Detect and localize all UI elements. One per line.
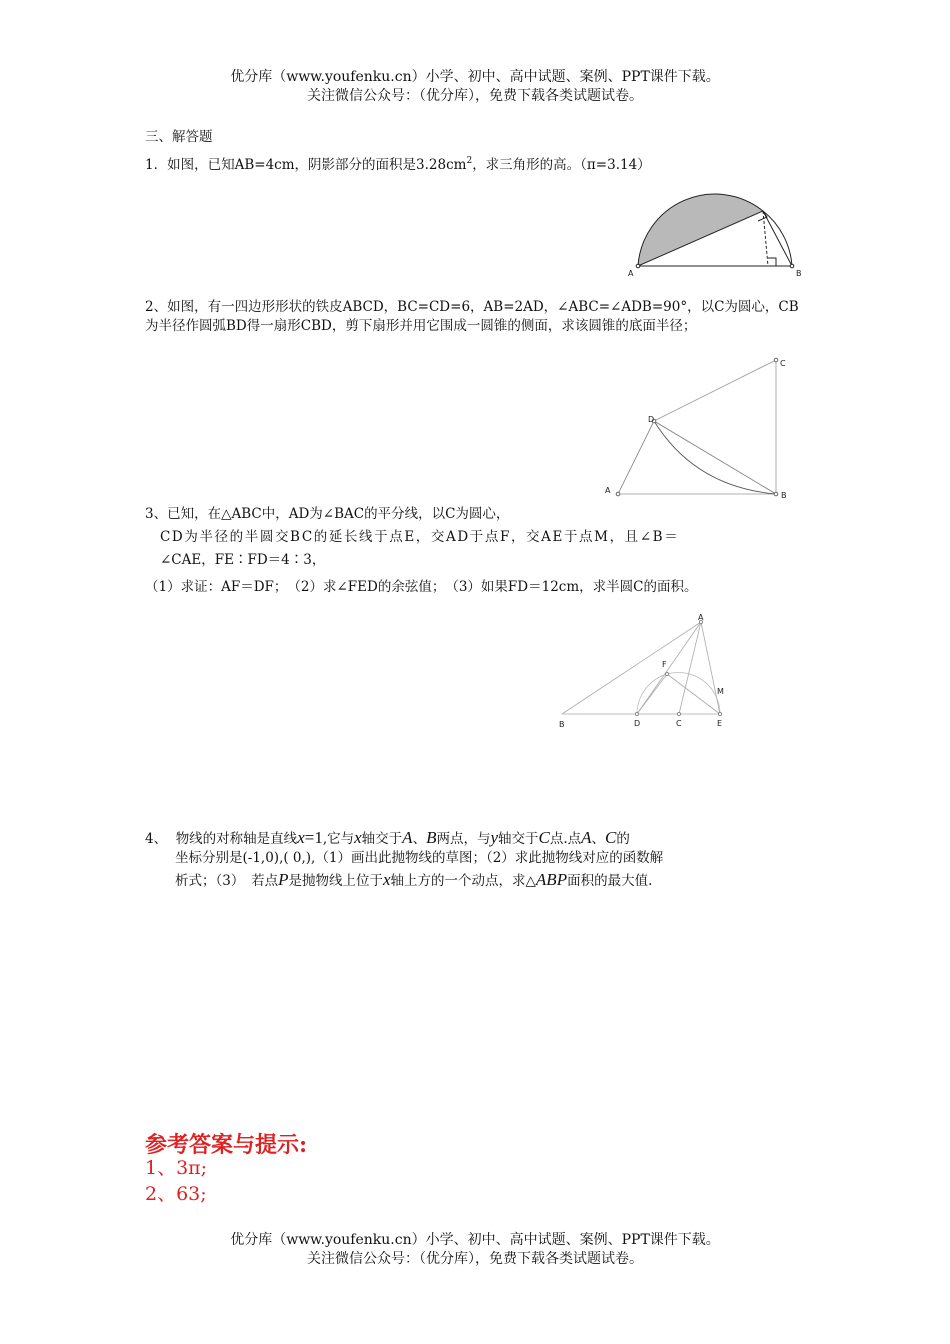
q1-text-b: ，求三角形的高。（π=3.14） xyxy=(472,157,651,173)
q4-text: 轴交于 xyxy=(361,831,403,847)
q3-point-d xyxy=(635,712,638,715)
answers-title: 参考答案与提示: xyxy=(145,1132,308,1158)
q2-side-cd xyxy=(654,360,776,421)
q2-point-c xyxy=(774,358,778,362)
q4-line-2: 坐标分别是(-1,0),( 0,),（1）画出此抛物线的草图；（2）求此抛物线对应的函数解 xyxy=(175,850,664,866)
q2-side-da xyxy=(618,421,654,494)
q1-label-a: A xyxy=(628,269,634,278)
footer-line-1: 优分库（www.youfenku.cn）小学、初中、高中试题、案例、PPT课件下载。 xyxy=(230,1232,720,1248)
q3-semicircle xyxy=(637,673,720,715)
q4-math-a: A xyxy=(581,828,592,847)
q1-superscript: 2 xyxy=(466,156,473,166)
q4-text: 两点，与 xyxy=(436,831,491,847)
q4-math-x: x xyxy=(354,828,362,847)
q3-line-ae xyxy=(701,622,720,714)
q1-shaded-segment xyxy=(638,194,763,266)
footer-line-2: 关注微信公众号：（优分库），免费下载各类试题试卷。 xyxy=(307,1251,643,1267)
q1-label-b: B xyxy=(796,269,802,278)
q4-text: 面积的最大值. xyxy=(567,873,653,889)
q2-label-b: B xyxy=(781,491,787,500)
q4-math-x: x xyxy=(382,870,391,889)
q4-math-x: x xyxy=(297,828,305,847)
q2-label-c: C xyxy=(780,359,786,368)
q3-line-ad xyxy=(637,622,701,714)
q4-math-b: B xyxy=(426,828,437,847)
q3-line-4: （1）求证：AF＝DF； （2）求∠FED的余弦值； （3）如果FD＝12cm，求半圆C的面积。 xyxy=(145,579,698,595)
answer-1: 1、3π; xyxy=(145,1157,208,1179)
q3-side-ac xyxy=(679,622,701,714)
question-2: 2、如图，有一四边形形状的铁皮ABCD，BC=CD=6，AB=2AD，∠ABC=∠ADB=90°，以C为圆心，CB为半径作圆弧BD得一扇形CBD，剪下扇形并用它围成一圆锥的侧面，求该圆锥的底面半径； xyxy=(145,299,799,334)
q3-label-m: M xyxy=(717,687,724,696)
q4-text: 点.点 xyxy=(549,831,582,847)
q4-text: 的 xyxy=(616,831,630,847)
q3-line-2: CD为半径的半圆交BC的延长线于点E，交AD于点F，交AE于点M，且∠B＝ xyxy=(160,529,680,545)
q4-text: 物线的对称轴是直线 xyxy=(175,831,298,847)
q1-point-b xyxy=(790,264,794,268)
q3-line-3: ∠CAE，FE∶FD＝4∶3， xyxy=(160,552,326,568)
section-title: 三、解答题 xyxy=(145,129,213,145)
q4-text: 、 xyxy=(412,831,427,847)
q4-math-abp: ABP xyxy=(535,870,568,889)
q2-label-a: A xyxy=(605,486,611,495)
q3-point-c xyxy=(677,712,680,715)
q3-label-c: C xyxy=(676,719,682,728)
q1-right-angle-foot xyxy=(768,258,776,266)
q2-figure xyxy=(600,355,800,505)
q3-point-f xyxy=(665,672,668,675)
q4-text: 轴上方的一个动点，求△ xyxy=(390,873,536,889)
q3-line-1: 3、已知，在△ABC中，AD为∠BAC的平分线，以C为圆心， xyxy=(145,506,510,522)
q3-label-f: F xyxy=(662,660,667,669)
q3-figure xyxy=(550,612,750,737)
q1-point-a xyxy=(636,264,640,268)
header-line-2: 关注微信公众号：（优分库），免费下载各类试题试卷。 xyxy=(307,88,643,104)
q3-label-a: A xyxy=(698,613,704,622)
q4-text: 析式；（3） 若点 xyxy=(175,873,279,889)
q4-math-eq: =1 xyxy=(304,828,323,847)
q3-point-e xyxy=(718,712,721,715)
q3-line-fd xyxy=(637,674,667,714)
q4-line-1 xyxy=(145,828,630,849)
q4-line-3 xyxy=(175,870,652,891)
q1-text-a: 1．如图，已知AB=4cm，阴影部分的面积是3.28cm xyxy=(145,157,467,173)
q4-math-y: y xyxy=(490,828,498,847)
q4-text: ,它与 xyxy=(322,831,355,847)
q3-label-e: E xyxy=(717,719,723,728)
q2-point-b xyxy=(774,492,778,496)
q4-text: 、 xyxy=(591,831,606,847)
q2-point-a xyxy=(616,492,620,496)
question-1 xyxy=(145,152,651,175)
q2-label-d: D xyxy=(648,415,655,424)
q3-label-d: D xyxy=(634,719,641,728)
q4-math-c: C xyxy=(538,828,550,847)
q2-diagonal-db xyxy=(654,421,776,494)
q3-line-fe xyxy=(667,674,720,714)
q4-text: 是抛物线上位于 xyxy=(288,873,383,889)
q4-math-c: C xyxy=(605,828,617,847)
q4-text: 轴交于 xyxy=(498,831,539,847)
q4-number: 4、 xyxy=(145,831,168,847)
q3-side-ab xyxy=(562,622,701,714)
q4-math-p: P xyxy=(278,870,289,889)
q3-label-b: B xyxy=(559,720,565,729)
header-line-1: 优分库（www.youfenku.cn）小学、初中、高中试题、案例、PPT课件下载。 xyxy=(230,69,720,85)
answer-2: 2、63; xyxy=(145,1183,207,1205)
q4-math-a: A xyxy=(402,828,413,847)
q1-figure xyxy=(620,180,810,280)
